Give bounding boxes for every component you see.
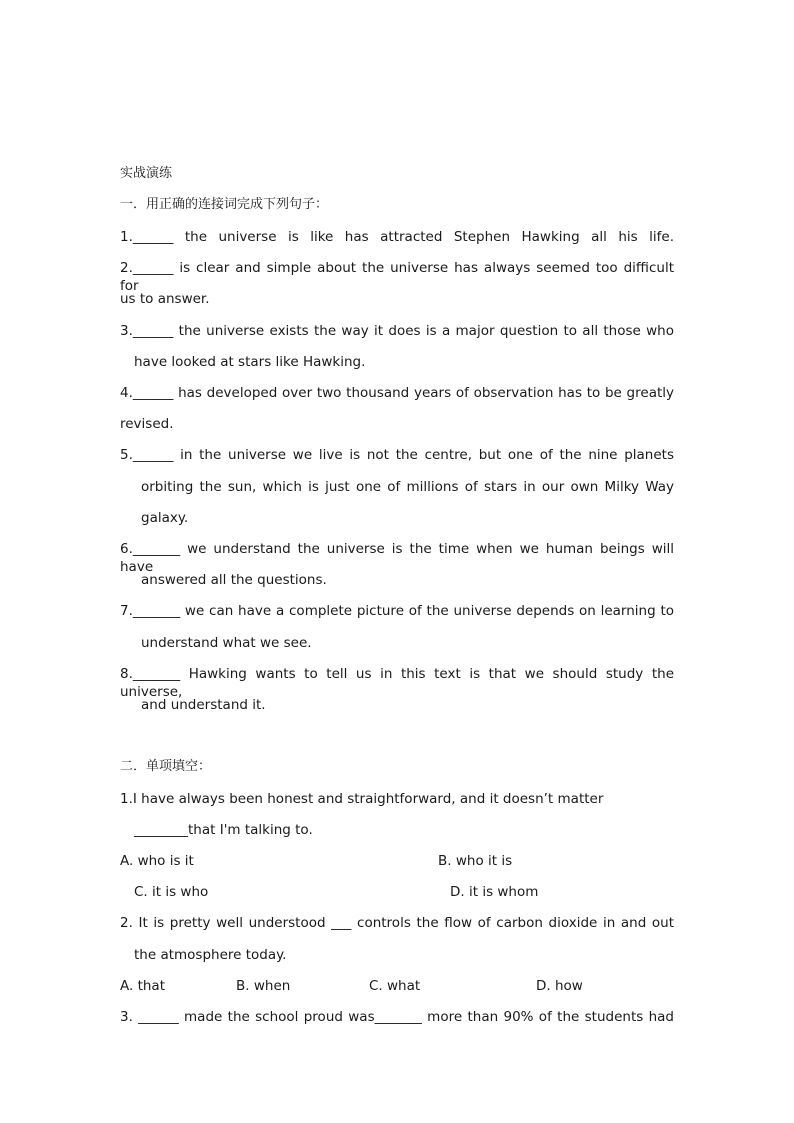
question-line: us to answer. [120, 291, 210, 307]
question-line: galaxy. [141, 510, 189, 526]
question-line: 3. ______ made the school proud was_______ more than 90% of the students had [120, 1009, 674, 1025]
question-line: the atmosphere today. [134, 947, 287, 963]
question-line: revised. [120, 416, 174, 432]
question-line: and understand it. [141, 697, 266, 713]
option-b: B. when [236, 978, 291, 994]
option-c: C. it is who [134, 884, 209, 900]
question-line: 7._______ we can have a complete picture of the universe depends on learning to [120, 603, 674, 619]
question-line: 1.______ the universe is like has attracted Stephen Hawking all his life. [120, 229, 674, 245]
option-b: B. who it is [438, 853, 513, 869]
question-line: orbiting the sun, which is just one of millions of stars in our own Milky Way [141, 479, 674, 495]
section2-heading: 二．单项填空： [120, 759, 212, 774]
question-line: 5.______ in the universe we live is not the centre, but one of the nine planets [120, 447, 674, 463]
section1-heading: 一．用正确的连接词完成下列句子： [120, 197, 329, 212]
question-line: 6._______ we understand the universe is the time when we human beings will have [120, 541, 674, 575]
question-line: understand what we see. [141, 635, 312, 651]
question-line: 8._______ Hawking wants to tell us in this text is that we should study the universe, [120, 666, 674, 700]
question-line: 3.______ the universe exists the way it does is a major question to all those who [120, 323, 674, 339]
option-d: D. how [536, 978, 583, 994]
question-line: answered all the questions. [141, 572, 327, 588]
question-line: 2.______ is clear and simple about the universe has always seemed too difficult for [120, 260, 674, 294]
option-a: A. that [120, 978, 165, 994]
question-line: have looked at stars like Hawking. [134, 354, 366, 370]
option-a: A. who is it [120, 853, 194, 869]
option-d: D. it is whom [450, 884, 539, 900]
option-c: C. what [369, 978, 421, 994]
question-line: 2. It is pretty well understood ___ controls the flow of carbon dioxide in and out [120, 915, 674, 931]
question-line: 4.______ has developed over two thousand years of observation has to be greatly [120, 385, 674, 401]
question-line: ________that I'm talking to. [134, 822, 313, 838]
question-line: 1.I have always been honest and straightforward, and it doesn’t matter [120, 791, 604, 807]
page-title: 实战演练 [120, 166, 173, 181]
